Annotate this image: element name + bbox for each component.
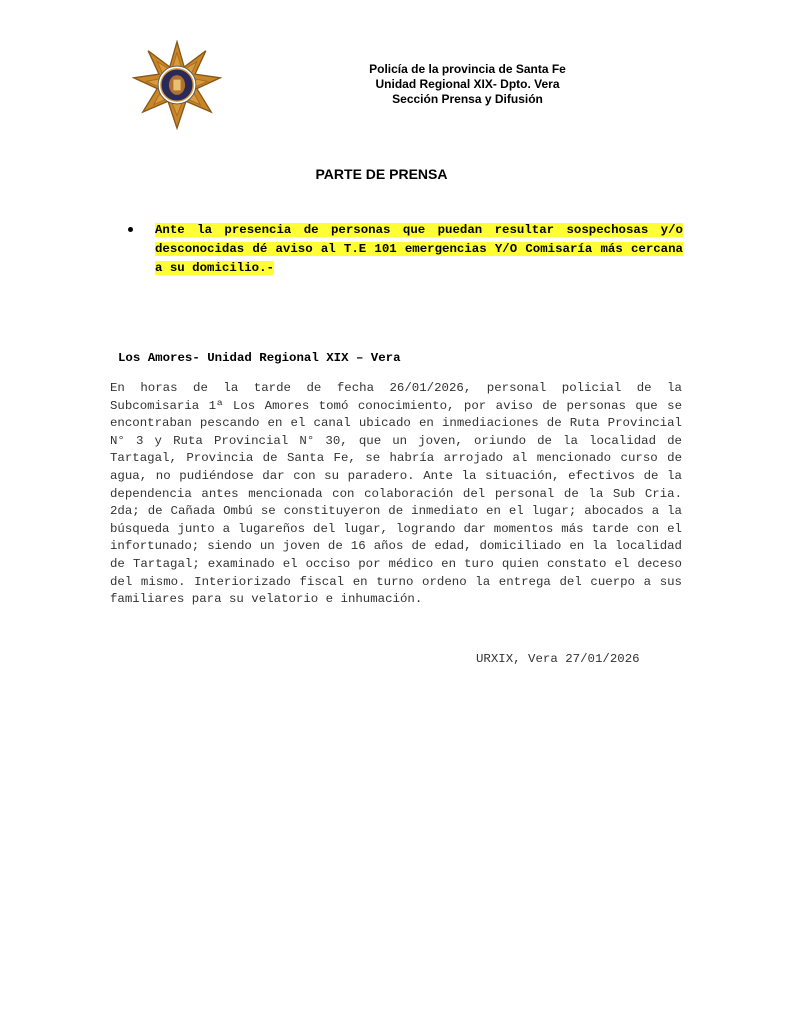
report-body: En horas de la tarde de fecha 26/01/2026, personal policial de la Subcomisaria 1ª Los Amores tomó conocimiento, por aviso de personas que se encontraban pescando en el canal ubicado en inmediaciones de Ruta Provincial N° 3 y Ruta Provincial N° 30, que un joven, oriundo de la localidad de Tartagal, Provincia de Santa Fe, se habría arrojado al mencionado curso de agua, no pudiéndose dar con su paradero. Ante la situación, efectivos de la dependencia antes mencionada con colaboración del personal de la Sub Cria. 2da; de Cañada Ombú se constituyeron de inmediato en el lugar; abocados a la búsqueda junto a lugareños del lugar, logrando dar momentos más tarde con el infortunado; siendo un joven de 16 años de edad, domiciliado en la localidad de Tartagal; examinado el occiso por médico en turo quien constato el deceso del mismo. Interiorizado fiscal en turno ordeno la entrega del cuerpo a sus familiares para su velatorio e inhumación. bbox=[110, 381, 682, 607]
notice-text: Ante la presencia de personas que puedan resultar sospechosas y/o desconocidas dé aviso al T.E 101 emergencias Y/O Comisaría más cercana a su domicilio.- bbox=[155, 223, 683, 275]
bullet-icon bbox=[128, 227, 133, 232]
header-line-1: Policía de la provincia de Santa Fe bbox=[369, 62, 566, 76]
header-line-3: Sección Prensa y Difusión bbox=[392, 92, 543, 106]
header-line-2: Unidad Regional XIX- Dpto. Vera bbox=[375, 77, 560, 91]
police-star-emblem-icon bbox=[132, 40, 222, 130]
document-title: PARTE DE PRENSA bbox=[315, 166, 448, 182]
signature-line: URXIX, Vera 27/01/2026 bbox=[476, 652, 640, 666]
section-heading: Los Amores- Unidad Regional XIX – Vera bbox=[118, 351, 401, 365]
document-header bbox=[300, 62, 635, 107]
notice-text-block bbox=[155, 221, 683, 278]
